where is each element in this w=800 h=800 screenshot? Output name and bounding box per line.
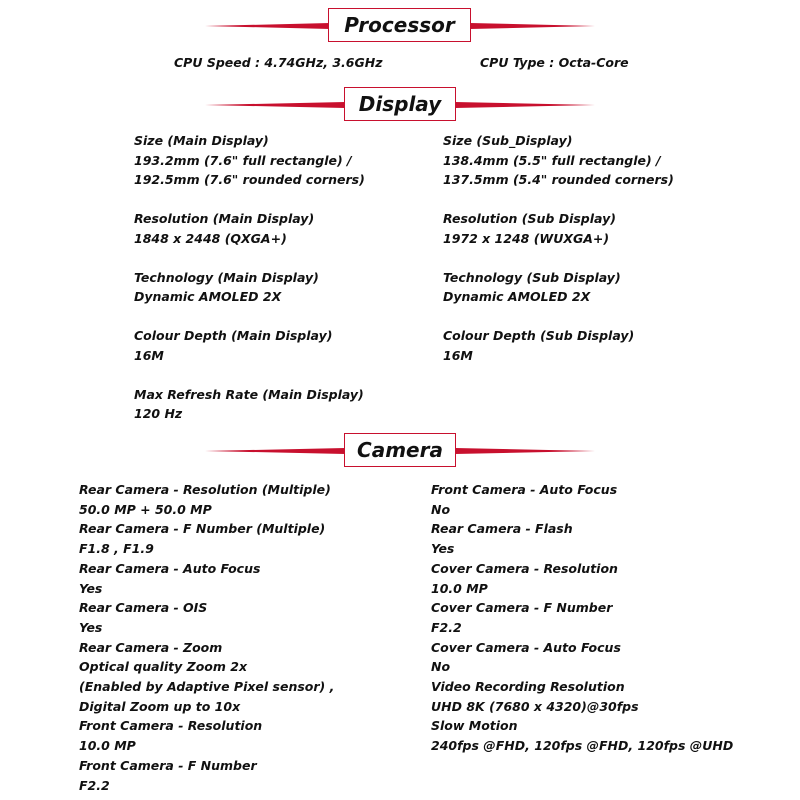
camera-spec-line: F2.2: [79, 777, 110, 793]
spec-value: 193.2mm (7.6" full rectangle) /: [134, 152, 352, 168]
camera-right-column: [431, 480, 733, 756]
display-spec-technology-sub: [443, 268, 674, 307]
camera-spec-line: Optical quality Zoom 2x: [79, 659, 248, 675]
spec-label: Colour Depth (Sub Display): [443, 328, 635, 343]
camera-spec-line: F1.8 , F1.9: [79, 541, 154, 557]
camera-left-column: [79, 480, 334, 795]
cpu-speed: CPU Speed : 4.74GHz, 3.6GHz: [174, 55, 383, 70]
camera-spec-line: Rear Camera - OIS: [79, 600, 208, 616]
display-right-column: [443, 131, 674, 385]
spec-value: Dynamic AMOLED 2X: [134, 289, 282, 304]
display-spec-size-main: [134, 131, 365, 190]
camera-spec-line: Rear Camera - Resolution (Multiple): [79, 482, 331, 497]
display-left-column: [134, 131, 365, 443]
camera-spec-line: Yes: [79, 580, 103, 596]
display-spec-size-sub: [443, 131, 674, 190]
spec-label: Max Refresh Rate (Main Display): [134, 386, 364, 402]
camera-spec-line: No: [431, 501, 451, 517]
camera-spec-line: Front Camera - Resolution: [79, 718, 263, 734]
cpu-type: CPU Type : Octa-Core: [480, 55, 629, 70]
camera-spec-line: Rear Camera - Zoom: [79, 639, 223, 655]
spec-label: Colour Depth (Main Display): [134, 328, 333, 343]
camera-spec-line: Cover Camera - Resolution: [431, 560, 618, 576]
camera-spec-line: Front Camera - Auto Focus: [431, 482, 618, 497]
camera-spec-line: 50.0 MP + 50.0 MP: [79, 501, 212, 517]
camera-spec-line: (Enabled by Adaptive Pixel sensor) ,: [79, 679, 335, 695]
camera-spec-line: No: [431, 659, 451, 675]
camera-spec-line: 10.0 MP: [79, 738, 136, 754]
camera-spec-line: Cover Camera - Auto Focus: [431, 639, 621, 655]
camera-spec-line: 10.0 MP: [431, 580, 488, 596]
spec-label: Size (Sub_Display): [443, 133, 573, 148]
display-header: [0, 85, 800, 125]
camera-spec-line: F2.2: [431, 619, 462, 635]
camera-spec-line: Yes: [431, 541, 455, 557]
camera-spec-line: Rear Camera - Flash: [431, 521, 573, 537]
camera-header: [0, 431, 800, 471]
spec-label: Size (Main Display): [134, 133, 269, 148]
spec-value: 120 Hz: [134, 406, 183, 421]
spec-value: Dynamic AMOLED 2X: [443, 289, 591, 304]
display-spec-resolution-main: [134, 209, 365, 248]
camera-spec-line: Yes: [79, 619, 103, 635]
spec-label: Technology (Main Display): [134, 269, 319, 285]
spec-label: Technology (Sub Display): [443, 269, 621, 285]
spec-label: Resolution (Main Display): [134, 211, 315, 226]
spec-value: 137.5mm (5.4" rounded corners): [443, 172, 674, 187]
spec-value: 16M: [134, 347, 164, 363]
display-spec-refresh-rate-main: [134, 385, 365, 424]
display-spec-colour-depth-main: [134, 326, 365, 365]
spec-value: 192.5mm (7.6" rounded corners): [134, 172, 365, 187]
camera-spec-line: Rear Camera - Auto Focus: [79, 560, 261, 576]
spec-label: Resolution (Sub Display): [443, 211, 616, 226]
camera-spec-line: UHD 8K (7680 x 4320)@30fps: [431, 698, 639, 714]
camera-spec-line: Slow Motion: [431, 718, 518, 734]
spec-value: 16M: [443, 347, 473, 363]
processor-header: [0, 6, 800, 46]
processor-title: Processor: [328, 8, 471, 42]
display-spec-resolution-sub: [443, 209, 674, 248]
camera-spec-line: Digital Zoom up to 10x: [79, 698, 241, 714]
display-spec-technology-main: [134, 268, 365, 307]
camera-spec-line: Cover Camera - F Number: [431, 600, 613, 616]
spec-value: 1972 x 1248 (WUXGA+): [443, 230, 610, 246]
spec-value: 1848 x 2448 (QXGA+): [134, 230, 287, 246]
camera-spec-line: Rear Camera - F Number (Multiple): [79, 521, 326, 537]
camera-spec-line: Video Recording Resolution: [431, 679, 625, 695]
camera-title: Camera: [344, 433, 456, 467]
display-title: Display: [344, 87, 456, 121]
camera-spec-line: 240fps @FHD, 120fps @FHD, 120fps @UHD: [431, 738, 734, 754]
camera-spec-line: Front Camera - F Number: [79, 757, 257, 773]
spec-value: 138.4mm (5.5" full rectangle) /: [443, 152, 661, 168]
display-spec-colour-depth-sub: [443, 326, 674, 365]
